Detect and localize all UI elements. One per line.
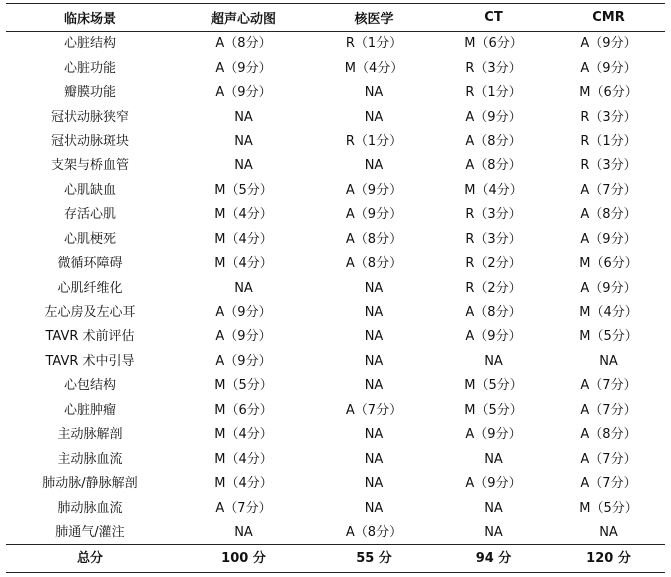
cell-echo: M（4分）: [214, 451, 273, 467]
cell-cmr: A（7分）: [580, 378, 637, 394]
cell-nuclear: NA: [364, 353, 384, 369]
table-row: [6, 300, 665, 324]
cell-cmr: A（9分）: [580, 36, 637, 52]
cell-ct: NA: [484, 353, 503, 369]
cell-nuclear: NA: [364, 305, 384, 321]
cell-ct: R（3分）: [465, 207, 522, 223]
cell-echo: M（4分）: [214, 427, 273, 443]
cell-echo: M（4分）: [214, 231, 273, 247]
table-row: [6, 447, 665, 471]
table-row: [6, 227, 665, 251]
cell-cmr: M（6分）: [579, 85, 638, 101]
table-row: [6, 520, 665, 544]
cell-ct: R（3分）: [465, 231, 522, 247]
cell-cmr: A（8分）: [580, 207, 637, 223]
cell-scenario: 瓣膜功能: [63, 85, 116, 101]
cell-echo: M（6分）: [214, 402, 273, 418]
imaging-score-table: [6, 3, 665, 573]
cell-nuclear: NA: [364, 427, 384, 443]
table-row: [6, 129, 665, 153]
header-nuclear: 核医学: [313, 4, 435, 32]
table-row: [6, 496, 665, 520]
cell-echo: A（8分）: [215, 36, 272, 52]
cell-nuclear: A（7分）: [345, 402, 403, 418]
cell-scenario: 心脏结构: [63, 36, 116, 52]
table-row: [6, 423, 665, 447]
cell-ct: R（2分）: [465, 256, 522, 272]
table-row: [6, 80, 665, 104]
cell-ct: A（9分）: [465, 329, 522, 345]
cell-nuclear: A（8分）: [345, 524, 403, 540]
cell-ct: R（3分）: [465, 60, 522, 76]
cell-nuclear: R（1分）: [345, 133, 403, 149]
cell-nuclear: NA: [364, 500, 384, 516]
cell-ct: A（9分）: [465, 476, 522, 492]
table-header: [6, 4, 665, 32]
cell-scenario: 肺动脉血流: [57, 500, 123, 516]
cell-echo: M（5分）: [214, 182, 273, 198]
total-ct: 94 分: [435, 545, 552, 573]
cell-cmr: NA: [599, 524, 618, 540]
cell-scenario: 微循环障碍: [57, 256, 123, 272]
cell-nuclear: NA: [364, 378, 384, 394]
cell-cmr: A（7分）: [580, 451, 637, 467]
cell-scenario: 心肌缺血: [63, 182, 116, 198]
cell-ct: M（5分）: [464, 402, 523, 418]
cell-scenario: TAVR 术前评估: [45, 329, 135, 345]
table-row: [6, 349, 665, 373]
cell-ct: M（6分）: [464, 36, 523, 52]
cell-cmr: R（3分）: [580, 158, 637, 174]
cell-ct: NA: [484, 451, 503, 467]
cell-scenario: 冠状动脉斑块: [50, 133, 129, 149]
table-row: [6, 154, 665, 178]
cell-nuclear: R（1分）: [345, 36, 403, 52]
cell-nuclear: NA: [364, 280, 384, 296]
cell-scenario: 支架与桥血管: [50, 158, 129, 174]
cell-echo: NA: [234, 280, 253, 296]
cell-scenario: 肺动脉/静脉解剖: [42, 476, 138, 492]
table-row: [6, 32, 665, 56]
total-row: [6, 545, 665, 573]
cell-cmr: A（8分）: [580, 427, 637, 443]
cell-echo: A（9分）: [215, 353, 272, 369]
cell-echo: A（9分）: [215, 85, 272, 101]
cell-ct: M（4分）: [464, 182, 523, 198]
cell-ct: A（9分）: [465, 109, 522, 125]
cell-cmr: R（1分）: [580, 133, 637, 149]
cell-echo: M（4分）: [214, 476, 273, 492]
cell-echo: M（4分）: [214, 256, 273, 272]
cell-scenario: 存活心肌: [63, 207, 116, 223]
cell-ct: R（2分）: [465, 280, 522, 296]
header-row: [6, 4, 665, 32]
cell-cmr: A（7分）: [580, 402, 637, 418]
table-row: [6, 203, 665, 227]
cell-echo: M（5分）: [214, 378, 273, 394]
cell-scenario: 心脏肿瘤: [63, 402, 116, 418]
header-echo: 超声心动图: [174, 4, 313, 32]
table-row: [6, 56, 665, 80]
cell-echo: NA: [234, 133, 253, 149]
cell-cmr: NA: [599, 353, 618, 369]
table-row: [6, 276, 665, 300]
cell-ct: A（8分）: [465, 158, 522, 174]
cell-nuclear: M（4分）: [344, 60, 404, 76]
cell-echo: A（9分）: [215, 305, 272, 321]
cell-cmr: M（5分）: [579, 500, 638, 516]
cell-ct: R（1分）: [465, 85, 522, 101]
header-ct: CT: [435, 4, 552, 32]
cell-echo: M（4分）: [214, 207, 273, 223]
table-row: [6, 325, 665, 349]
cell-nuclear: NA: [364, 329, 384, 345]
header-cmr: CMR: [552, 4, 665, 32]
table-row: [6, 178, 665, 202]
cell-ct: A（8分）: [465, 305, 522, 321]
cell-scenario: 左心房及左心耳: [44, 305, 136, 321]
cell-ct: NA: [484, 500, 503, 516]
cell-scenario: 心包结构: [63, 378, 116, 394]
cell-cmr: M（4分）: [579, 305, 638, 321]
cell-scenario: 肺通气/灌注: [55, 524, 125, 540]
cell-scenario: 主动脉血流: [57, 451, 123, 467]
cell-nuclear: A（8分）: [345, 256, 403, 272]
cell-scenario: 心肌梗死: [63, 231, 116, 247]
cell-nuclear: NA: [364, 109, 384, 125]
cell-ct: A（8分）: [465, 133, 522, 149]
cell-cmr: A（9分）: [580, 280, 637, 296]
table-row: [6, 105, 665, 129]
cell-ct: NA: [484, 524, 503, 540]
cell-nuclear: NA: [364, 158, 384, 174]
cell-ct: M（5分）: [464, 378, 523, 394]
cell-echo: A（9分）: [215, 329, 272, 345]
cell-echo: A（7分）: [215, 500, 272, 516]
cell-scenario: TAVR 术中引导: [45, 353, 135, 369]
total-label: 总分: [6, 545, 174, 573]
table-body: [6, 32, 665, 573]
cell-cmr: A（9分）: [580, 231, 637, 247]
cell-cmr: A（7分）: [580, 182, 637, 198]
cell-cmr: M（5分）: [579, 329, 638, 345]
total-echo: 100 分: [174, 545, 313, 573]
cell-scenario: 主动脉解剖: [57, 427, 123, 443]
cell-echo: NA: [234, 524, 253, 540]
cell-ct: A（9分）: [465, 427, 522, 443]
table-row: [6, 374, 665, 398]
cell-nuclear: NA: [364, 85, 384, 101]
cell-scenario: 心肌纤维化: [57, 280, 123, 296]
table-row: [6, 251, 665, 275]
cell-cmr: M（6分）: [579, 256, 638, 272]
cell-nuclear: NA: [364, 451, 384, 467]
cell-echo: NA: [234, 109, 253, 125]
cell-cmr: A（9分）: [580, 60, 637, 76]
header-scenario: 临床场景: [6, 4, 174, 32]
cell-cmr: A（7分）: [580, 476, 637, 492]
cell-nuclear: A（9分）: [345, 182, 403, 198]
table-row: [6, 398, 665, 422]
cell-echo: NA: [234, 158, 253, 174]
cell-echo: A（9分）: [215, 60, 272, 76]
table-row: [6, 471, 665, 495]
cell-scenario: 心脏功能: [63, 60, 116, 76]
cell-nuclear: NA: [364, 476, 384, 492]
total-nuclear: 55 分: [313, 545, 435, 573]
total-cmr: 120 分: [552, 545, 665, 573]
cell-nuclear: A（9分）: [345, 207, 403, 223]
cell-cmr: R（3分）: [580, 109, 637, 125]
cell-nuclear: A（8分）: [345, 231, 403, 247]
cell-scenario: 冠状动脉狭窄: [50, 109, 129, 125]
